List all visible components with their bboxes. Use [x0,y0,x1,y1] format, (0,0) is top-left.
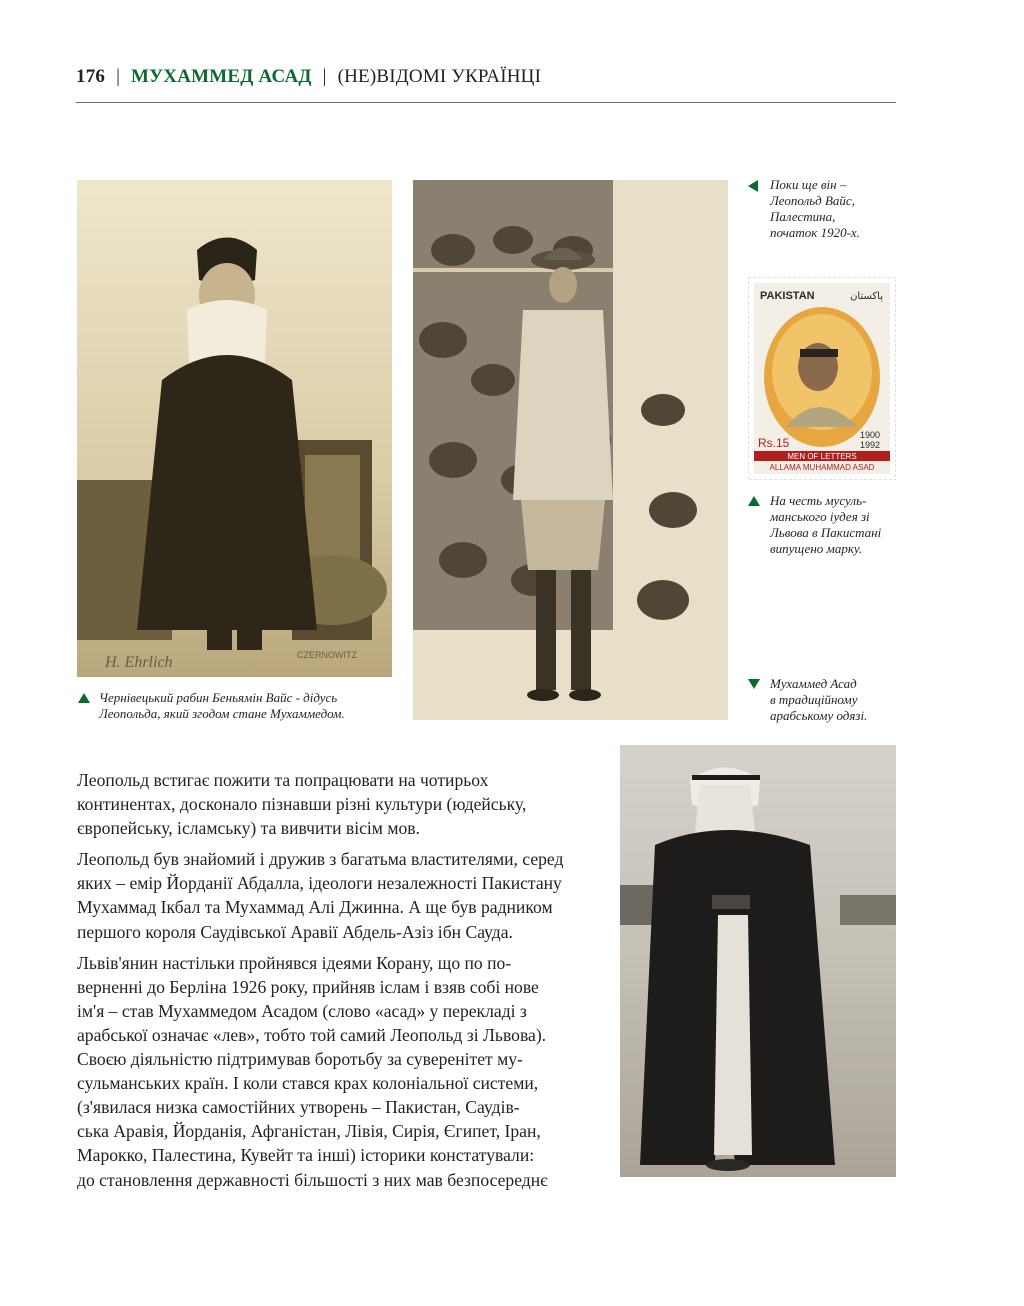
series-title: (НЕ)ВІДОМІ УКРАЇНЦІ [337,66,542,87]
rabbi-photo-signature: H. Ehrlich [105,654,173,671]
body-line: першого короля Саудівської Аравії Абдель-Азіз ібн Сауда. [77,921,513,942]
body-line: (з'явилася низка самостійних утворень – Пакистан, Саудів- [77,1097,520,1118]
body-line: континентах, досконало пізнавши різні культури (юдейську, [77,794,527,815]
caption-marker-left-icon [748,180,758,192]
body-line: європейську, ісламську) та вивчити вісім мов. [77,818,420,839]
rabbi-portrait-image [77,180,392,677]
caption-weiss-line: Поки ще він – [770,177,847,192]
pakistan-stamp [748,277,896,480]
stamp-year-start: 1900 [859,430,880,440]
body-line: ім'я – став Мухаммедом Асадом (слово «асад» у перекладі з [77,1000,527,1021]
header-separator: | [322,66,327,87]
stamp-country-urdu: پاکستان [850,291,883,302]
rabbi-portrait-photo [77,180,392,677]
weiss-palestine-image [413,180,728,720]
caption-stamp-line: Львова в Пакистані [770,525,882,540]
caption-asad-line: арабському одязі. [770,708,868,723]
body-paragraph [77,847,587,943]
body-line: Леопольд був знайомий і дружив з багатьма властителями, серед [77,849,564,870]
body-line: арабської означає «лев», тобто той самий Леопольд зі Львова). [77,1024,547,1045]
caption-stamp-line: На честь мусуль- [770,493,867,508]
body-line: сульманських країн. І коли стався крах колоніальної системи, [77,1073,539,1094]
body-paragraph [77,951,587,1192]
stamp-value: Rs.15 [758,436,790,450]
body-paragraph [77,768,587,840]
book-title: МУХАММЕД АСАД [131,66,312,87]
body-line: до становлення державності більшості з них мав безпосереднє [77,1169,548,1190]
caption-stamp [770,493,900,557]
caption-marker-up-icon [748,496,760,506]
body-line: Мухаммад Ікбал та Мухаммад Алі Джинна. А ще був радником [77,897,553,918]
body-line: Леопольд встигає пожити та попрацювати на чотирьох [77,770,489,790]
caption-weiss-line: Леопольд Вайс, [770,193,855,208]
caption-stamp-line: манського іудея зі [770,509,870,524]
body-line: яких – емір Йорданії Абдалла, ідеологи незалежності Пакистану [77,873,562,894]
caption-asad [770,676,900,724]
stamp-country: PAKISTAN [760,290,815,302]
pakistan-stamp-image [748,277,896,480]
caption-asad-line: в традиційному [770,692,858,707]
caption-weiss-line: початок 1920-х. [770,225,860,240]
caption-weiss [770,177,900,241]
rabbi-photo-studio: CZERNOWITZ [297,650,357,660]
body-line: ська Аравія, Йорданія, Афганістан, Лівія, Сирія, Єгипет, Іран, [77,1121,541,1142]
asad-arab-dress-photo [620,745,896,1177]
header-separator: | [116,66,121,87]
body-text [77,768,587,1199]
caption-rabbi: Чернівецький рабин Беньямін Вайс - дідусь Леопольда, який згодом стане Мухаммедом. [99,690,345,721]
body-line: Марокко, Палестина, Кувейт та інші) історики констатували: [77,1145,535,1166]
caption-marker-down-icon [748,679,760,689]
stamp-person-line: ALLAMA MUHAMMAD ASAD [769,463,875,472]
caption-stamp-line: випущено марку. [770,541,863,556]
body-line: верненні до Берліна 1926 року, прийняв іслам і взяв собі нове [77,976,539,997]
stamp-year-end: 1992 [859,440,880,450]
stamp-series-line: MEN OF LETTERS [787,452,857,461]
page-number: 176 [76,66,106,87]
caption-weiss-line: Палестина, [770,209,836,224]
body-line: Львів'янин настільки пройнявся ідеями Корану, що по по- [77,952,512,973]
body-line: Своєю діяльністю підтримував боротьбу за суверенітет му- [77,1049,523,1070]
caption-marker-up-icon [78,693,90,703]
weiss-palestine-photo [413,180,728,720]
running-header [76,66,896,103]
asad-arab-dress-image [620,745,896,1177]
caption-asad-line: Мухаммед Асад [770,676,857,691]
